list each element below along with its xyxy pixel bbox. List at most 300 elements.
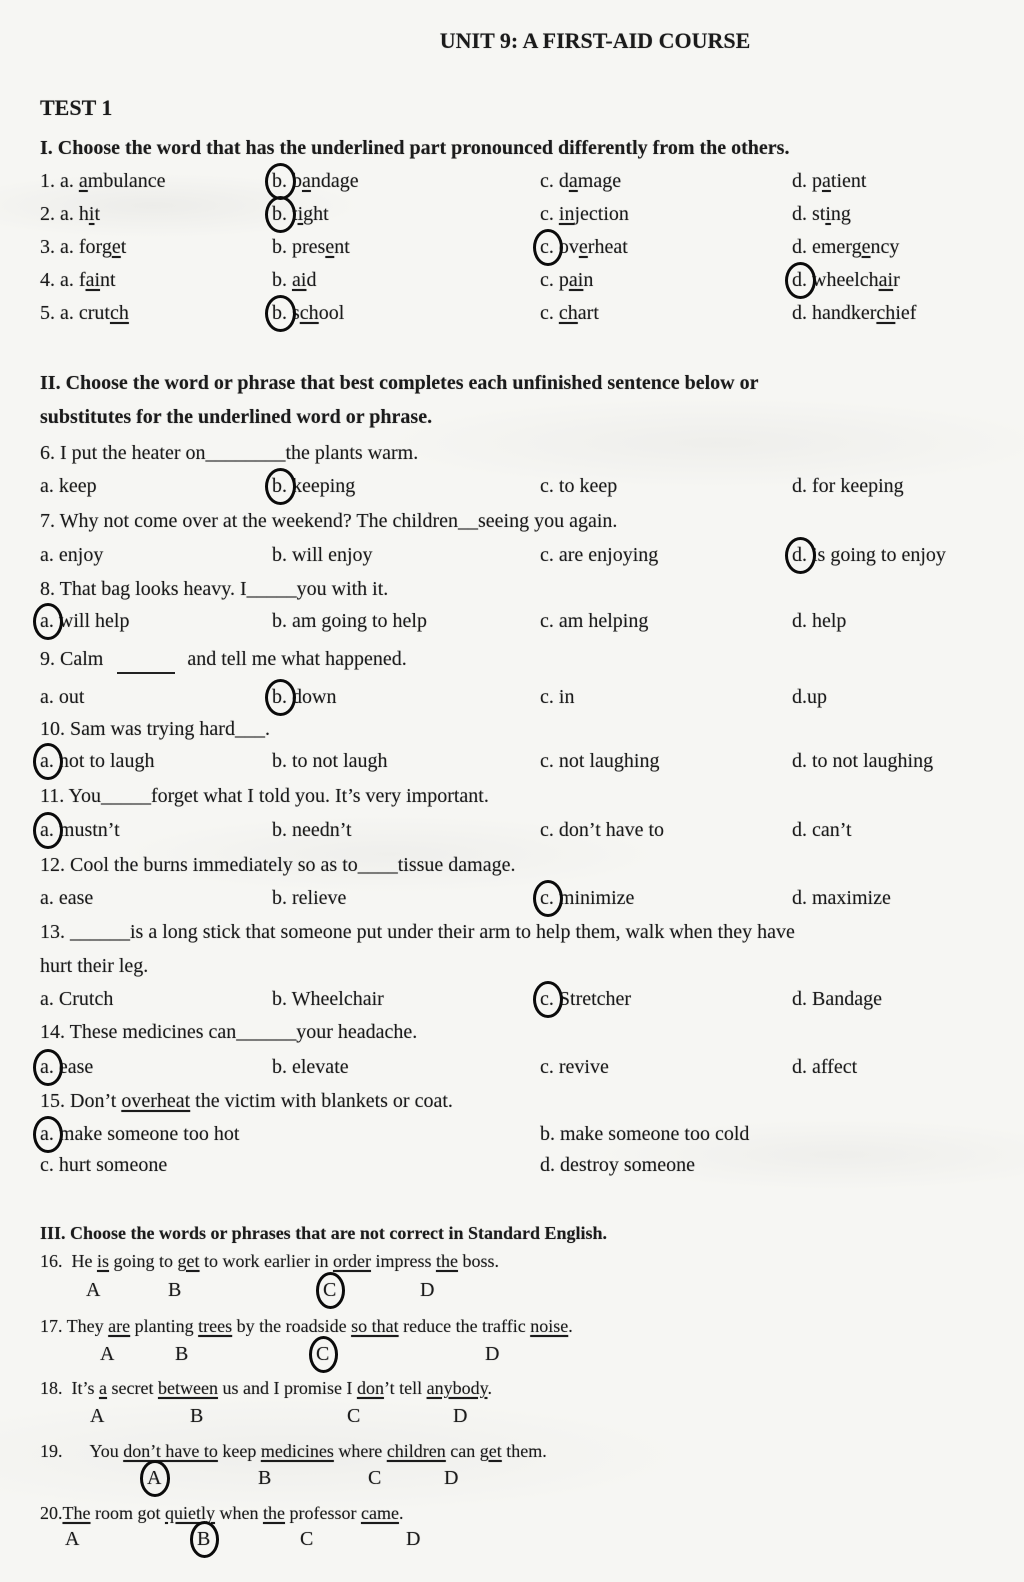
text: where — [333, 1441, 387, 1461]
underlined-text: don’t have to — [123, 1441, 218, 1461]
option-letter-wrap — [60, 201, 74, 227]
option-letter: d. — [792, 544, 807, 566]
text: to not laugh — [287, 750, 388, 772]
text: planting — [130, 1316, 199, 1336]
text: p — [553, 269, 569, 291]
underlined-text: between — [157, 1378, 218, 1398]
underlined-text: i — [297, 203, 304, 225]
option-letter: c. — [40, 1154, 54, 1176]
answer-marker — [90, 1403, 104, 1429]
text: s — [287, 302, 300, 324]
option-text — [807, 1056, 857, 1078]
text: f — [73, 269, 86, 291]
option — [40, 168, 166, 194]
text: relieve — [287, 887, 347, 909]
option — [272, 684, 336, 710]
option — [792, 267, 900, 293]
option-letter: b. — [540, 1123, 555, 1145]
option-text — [807, 269, 900, 291]
underlined-text: the — [435, 1251, 458, 1271]
option-letter-wrap — [792, 817, 807, 843]
text: ght — [303, 203, 329, 225]
answer-marker — [147, 1465, 161, 1491]
text: is going to enjoy — [807, 544, 946, 566]
option — [40, 267, 116, 293]
marker-letter: D — [406, 1528, 421, 1550]
option-text — [287, 887, 346, 909]
section-2-heading: substitutes for the underlined word or phrase. — [40, 406, 433, 428]
text: are enjoying — [553, 544, 659, 566]
text: h — [73, 203, 89, 225]
text: t — [287, 203, 298, 225]
option-letter-wrap — [40, 542, 54, 568]
text: n — [583, 269, 594, 291]
answer-marker-row — [0, 1277, 1024, 1305]
option-letter: c. — [540, 236, 554, 258]
text: to not laughing — [807, 750, 934, 772]
option — [40, 817, 120, 843]
option-letter: a. — [40, 475, 54, 497]
option-text — [807, 610, 846, 632]
text: ndage — [310, 170, 359, 192]
text: ov — [553, 236, 579, 258]
option-letter-wrap — [272, 267, 287, 293]
question-stem — [40, 852, 516, 878]
text: up — [807, 686, 827, 708]
option-text — [54, 475, 97, 497]
option — [40, 234, 126, 260]
underlined-text: anybody — [426, 1378, 488, 1398]
option-letter: b. — [272, 1056, 287, 1078]
text: elevate — [287, 1056, 349, 1078]
answer-circle — [540, 885, 554, 911]
text: secret — [107, 1378, 158, 1398]
text: 11. You_____forget what I told you. It’s very important. — [40, 785, 489, 807]
option — [540, 748, 659, 774]
question-number: 2. — [40, 203, 60, 225]
option — [272, 168, 359, 194]
option-letter: d. — [792, 203, 807, 225]
text: b — [287, 170, 302, 192]
option-letter-wrap — [60, 267, 74, 293]
answer-marker-row — [0, 1526, 1024, 1554]
underlined-text: is — [97, 1251, 110, 1271]
answer-marker — [347, 1403, 360, 1429]
answer-marker — [197, 1526, 210, 1552]
underlined-text: came — [360, 1503, 399, 1523]
option-letter-wrap — [540, 201, 554, 227]
text: the victim with blankets or coat. — [190, 1090, 453, 1112]
option — [40, 608, 129, 634]
answer-marker-row — [0, 1341, 1024, 1369]
text: r — [893, 269, 900, 291]
marker-letter-wrap — [368, 1465, 381, 1491]
marker-letter: D — [453, 1405, 468, 1427]
text: 14. These medicines can______your headache. — [40, 1021, 418, 1043]
text: Bandage — [807, 988, 882, 1010]
option-letter-wrap — [540, 684, 554, 710]
marker-letter: C — [347, 1405, 361, 1427]
option — [540, 885, 634, 911]
marker-letter: B — [197, 1528, 211, 1550]
option-text — [54, 544, 103, 566]
option — [540, 608, 648, 634]
option-letter: a. — [60, 170, 74, 192]
text: make someone too hot — [53, 1123, 240, 1145]
option-letter: a. — [40, 988, 54, 1010]
option-letter: b. — [272, 236, 287, 258]
option-letter: d. — [792, 686, 807, 708]
option-text — [74, 170, 166, 192]
text: 15. Don’t — [40, 1090, 122, 1112]
option — [40, 300, 129, 326]
text: 9. Calm — [40, 648, 104, 670]
option-text — [554, 203, 629, 225]
question-stem — [40, 643, 407, 672]
text: 8. That bag looks heavy. I_____you with it. — [40, 578, 389, 600]
option-letter-wrap — [60, 234, 74, 260]
option-text — [287, 750, 388, 772]
option-text — [54, 1154, 167, 1176]
option-letter: c. — [540, 544, 554, 566]
option-letter: a. — [40, 819, 54, 841]
option-letter-wrap — [540, 1054, 554, 1080]
option-letter: a. — [40, 686, 54, 708]
option-letter: a. — [60, 236, 74, 258]
answer-marker — [258, 1465, 271, 1491]
text: ’t tell — [383, 1378, 427, 1398]
option-letter: d. — [792, 170, 807, 192]
option-letter: d. — [792, 302, 807, 324]
text: 7. Why not come over at the weekend? The children__seeing you again. — [40, 510, 618, 532]
text: going to — [109, 1251, 178, 1271]
marker-letter: A — [90, 1405, 105, 1427]
option-letter: a. — [40, 610, 54, 632]
answer-marker — [100, 1341, 114, 1367]
option-text — [555, 1123, 749, 1145]
option-text — [287, 610, 427, 632]
marker-letter-wrap — [175, 1341, 188, 1367]
text: will help — [53, 610, 130, 632]
text: us and I promise I — [217, 1378, 357, 1398]
option-letter-wrap — [540, 267, 554, 293]
option-text — [74, 269, 116, 291]
option — [40, 748, 154, 774]
option — [272, 234, 350, 260]
underlined-text: a — [568, 170, 578, 192]
option-letter: d. — [792, 887, 807, 909]
underlined-text: e — [111, 236, 121, 258]
text: boss. — [457, 1251, 499, 1271]
option-letter: a. — [40, 887, 54, 909]
option-letter-wrap — [540, 542, 554, 568]
option-text — [554, 686, 575, 708]
answer-marker — [453, 1403, 467, 1429]
underlined-text: i — [825, 203, 831, 225]
question-number: 3. — [40, 236, 60, 258]
text: mbulance — [87, 170, 166, 192]
option — [540, 300, 599, 326]
option-text — [554, 819, 664, 841]
option-text — [554, 475, 617, 497]
answer-circle — [147, 1465, 161, 1491]
option-text — [554, 302, 599, 324]
option-letter-wrap — [272, 542, 287, 568]
text: nt — [334, 236, 350, 258]
marker-letter: A — [147, 1467, 162, 1489]
option — [272, 1054, 349, 1080]
answer-marker — [368, 1465, 381, 1491]
text: art — [577, 302, 599, 324]
option-letter: b. — [272, 203, 287, 225]
marker-letter-wrap — [347, 1403, 360, 1429]
option-letter: c. — [540, 988, 554, 1010]
answer-marker — [86, 1277, 100, 1303]
text: can’t — [807, 819, 852, 841]
underlined-text: children — [386, 1441, 446, 1461]
marker-letter-wrap — [65, 1526, 79, 1552]
option — [40, 201, 100, 227]
marker-letter-wrap — [168, 1277, 181, 1303]
answer-circle — [40, 748, 54, 774]
marker-letter: C — [368, 1467, 382, 1489]
text: nt — [100, 269, 116, 291]
answer-circle — [323, 1277, 336, 1303]
answer-circle — [272, 300, 287, 326]
option-text — [287, 1056, 349, 1078]
option-letter: c. — [540, 887, 554, 909]
section-3-heading: III. Choose the words or phrases that are not correct in Standard English. — [40, 1223, 608, 1243]
option-letter: b. — [272, 544, 287, 566]
text: . — [487, 1378, 492, 1398]
underlined-text: e — [325, 236, 335, 258]
marker-letter-wrap — [190, 1403, 203, 1429]
option-letter: c. — [540, 686, 554, 708]
underlined-text: trees — [198, 1316, 233, 1336]
option-letter: b. — [272, 475, 287, 497]
text: emerg — [807, 236, 862, 258]
underlined-text: don — [356, 1378, 384, 1398]
text: not to laugh — [53, 750, 155, 772]
question-number: 4. — [40, 269, 60, 291]
option-letter-wrap — [540, 473, 554, 499]
marker-letter-wrap — [444, 1465, 458, 1491]
option-letter: c. — [540, 1056, 554, 1078]
option-letter: b. — [272, 750, 287, 772]
text: 13. ______is a long stick that someone put under their arm to help them, walk when they have — [40, 921, 795, 943]
marker-letter: B — [175, 1343, 189, 1365]
option-letter-wrap — [40, 684, 54, 710]
text: ief — [895, 302, 917, 324]
text: make someone too cold — [555, 1123, 750, 1145]
option-letter-wrap — [60, 168, 74, 194]
underlined-text: ch — [558, 302, 578, 324]
option — [792, 1054, 857, 1080]
text: ease — [53, 1056, 94, 1078]
underlined-text: a — [78, 170, 88, 192]
text: will enjoy — [287, 544, 373, 566]
option-letter-wrap — [40, 986, 54, 1012]
underlined-text: i — [88, 203, 95, 225]
option-text — [287, 269, 316, 291]
option-letter: d. — [792, 236, 807, 258]
marker-letter: A — [86, 1279, 101, 1301]
question-stem — [40, 953, 148, 979]
marker-letter-wrap — [406, 1526, 420, 1552]
option-letter-wrap — [272, 234, 287, 260]
option — [540, 1054, 609, 1080]
text: d — [306, 269, 317, 291]
text: revive — [553, 1056, 609, 1078]
answer-circle — [40, 608, 54, 634]
option-letter: b. — [272, 887, 287, 909]
option — [40, 1121, 239, 1147]
text: down — [287, 686, 337, 708]
text: keep — [53, 475, 97, 497]
marker-letter-wrap — [100, 1341, 114, 1367]
option-letter: c. — [540, 269, 554, 291]
text: forg — [73, 236, 112, 258]
text: crut — [73, 302, 110, 324]
option-letter: b. — [272, 610, 287, 632]
option-letter: b. — [272, 170, 287, 192]
section-1-heading: I. Choose the word that has the underlined part pronounced differently from the others. — [40, 137, 790, 159]
option — [540, 1121, 749, 1147]
option-text — [54, 819, 120, 841]
option — [40, 684, 84, 710]
underlined-text: get — [479, 1441, 502, 1461]
option — [272, 986, 384, 1012]
text: handker — [807, 302, 877, 324]
answer-circle — [40, 1121, 54, 1147]
option-text — [54, 686, 85, 708]
option-text — [807, 236, 899, 258]
underlined-text: the — [262, 1503, 285, 1523]
text: keep — [217, 1441, 261, 1461]
text: to work earlier in — [199, 1251, 333, 1271]
option — [792, 885, 891, 911]
option-letter-wrap — [792, 168, 807, 194]
option-letter-wrap — [540, 300, 554, 326]
underlined-text: ai — [292, 269, 307, 291]
marker-letter: B — [168, 1279, 182, 1301]
text: am helping — [553, 610, 649, 632]
text: hurt their leg. — [40, 955, 149, 977]
text: hurt someone — [53, 1154, 168, 1176]
question-stem — [40, 1375, 492, 1401]
marker-letter: C — [323, 1279, 337, 1301]
option-text — [554, 544, 658, 566]
text: in — [553, 686, 575, 708]
marker-letter-wrap — [420, 1277, 434, 1303]
text: ool — [318, 302, 345, 324]
answer-circle — [40, 817, 54, 843]
text: 10. Sam was trying hard___. — [40, 718, 270, 740]
text: Wheelchair — [287, 988, 384, 1010]
text: don’t have to — [553, 819, 665, 841]
option-text — [54, 750, 155, 772]
option-text — [74, 302, 129, 324]
option — [272, 300, 344, 326]
option-text — [287, 170, 359, 192]
option-letter-wrap — [40, 885, 54, 911]
marker-letter-wrap — [86, 1277, 100, 1303]
option-text — [554, 269, 593, 291]
question-stem — [40, 919, 795, 945]
option — [540, 267, 593, 293]
option — [792, 684, 827, 710]
text: t — [94, 203, 101, 225]
option-letter-wrap — [792, 986, 807, 1012]
option-text — [554, 887, 635, 909]
text: wheelch — [807, 269, 879, 291]
underlined-text: overheat — [121, 1090, 191, 1112]
marker-letter-wrap — [453, 1403, 467, 1429]
text: affect — [807, 1056, 858, 1078]
option — [540, 473, 617, 499]
blank-line — [117, 652, 175, 674]
text: when — [214, 1503, 263, 1523]
answer-circle — [197, 1526, 210, 1552]
underlined-text: noise — [530, 1316, 569, 1336]
option — [540, 986, 631, 1012]
marker-letter: B — [190, 1405, 204, 1427]
underlined-text: ai — [878, 269, 894, 291]
option — [792, 542, 946, 568]
answer-marker — [175, 1341, 188, 1367]
answer-marker — [323, 1277, 336, 1303]
text: can — [445, 1441, 480, 1461]
option-letter-wrap — [540, 748, 554, 774]
underlined-text: get — [177, 1251, 200, 1271]
option-letter: c. — [540, 170, 554, 192]
answer-marker-row — [0, 1465, 1024, 1493]
option — [540, 234, 628, 260]
option-text — [554, 988, 631, 1010]
text: help — [807, 610, 847, 632]
question-stem — [40, 783, 489, 809]
option-letter: c. — [540, 302, 554, 324]
text: pres — [287, 236, 326, 258]
marker-letter: D — [485, 1343, 500, 1365]
underlined-text: ch — [109, 302, 129, 324]
answer-marker — [406, 1526, 420, 1552]
option-letter-wrap — [540, 608, 554, 634]
marker-letter-wrap — [90, 1403, 104, 1429]
option-letter: a. — [40, 544, 54, 566]
option — [540, 817, 664, 843]
text: and tell me what happened. — [187, 648, 407, 670]
question-stem — [40, 1500, 403, 1526]
text: 16. He — [40, 1251, 97, 1271]
text: . — [568, 1316, 573, 1336]
underlined-text: quietly — [164, 1503, 215, 1523]
text: professor — [284, 1503, 361, 1523]
option-letter: c. — [540, 750, 554, 772]
option-letter: d. — [540, 1154, 555, 1176]
option-text — [287, 988, 384, 1010]
option-letter-wrap — [272, 986, 287, 1012]
question-stem — [40, 440, 418, 466]
marker-letter: D — [444, 1467, 459, 1489]
text: mustn’t — [53, 819, 120, 841]
option-text — [554, 170, 621, 192]
text: minimize — [553, 887, 635, 909]
answer-marker — [316, 1341, 329, 1367]
marker-letter: B — [258, 1467, 272, 1489]
option-letter: a. — [60, 302, 74, 324]
option-letter-wrap — [792, 473, 807, 499]
